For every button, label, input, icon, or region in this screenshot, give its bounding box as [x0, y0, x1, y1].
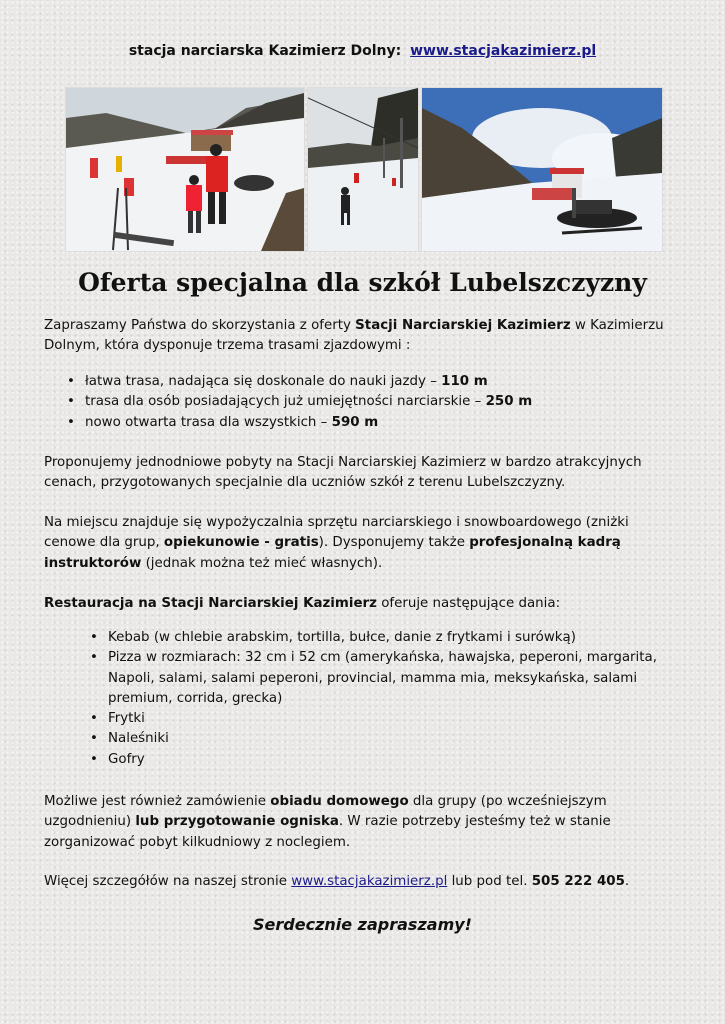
header-label: stacja narciarska Kazimierz Dolny:	[128, 43, 402, 59]
list-item: • Naleśniki	[86, 729, 686, 749]
list-item: • łatwa trasa, nadająca się doskonale do nauki jazdy – 110 m	[63, 372, 683, 392]
intro-paragraph: Zapraszamy Państwa do skorzystania z oferty Stacji Narciarskiej Kazimierz w Kazimierzu Dolnym, która dysponuje trzema trasami zjazdowymi :	[44, 318, 664, 354]
photo-ski-lift-slope	[307, 87, 419, 252]
list-item: • Kebab (w chlebie arabskim, tortilla, bułce, danie z frytkami i surówką)	[86, 628, 686, 648]
phone-number: 505 222 405	[531, 874, 625, 889]
dishes-list	[86, 628, 686, 770]
restaurant-heading: Restauracja na Stacji Narciarskiej Kazimierz oferuje następujące dania:	[44, 596, 561, 611]
header-line	[0, 43, 725, 59]
rental-paragraph: Na miejscu znajduje się wypożyczalnia sprzętu narciarskiego i snowboardowego (zniżki cenowe dla grup, opiekunowie - gratis). Dysponujemy także profesjonalną kadrą instruktorów (jednak można też mieć własnych).	[44, 515, 629, 571]
contact-paragraph: Więcej szczegółów na naszej stronie www.stacjakazimierz.pl lub pod tel. 505 222 405.	[44, 874, 630, 889]
website-link[interactable]: www.stacjakazimierz.pl	[291, 874, 448, 889]
offer-paragraph: Proponujemy jednodniowe pobyty na Stacji Narciarskiej Kazimierz w bardzo atrakcyjnych cenach, przygotowanych specjalnie dla uczniów szkół z terenu Lubelszczyzny.	[44, 455, 642, 491]
list-item: • nowo otwarta trasa dla wszystkich – 590 m	[63, 413, 683, 433]
header-website-link[interactable]: www.stacjakazimierz.pl	[410, 43, 597, 59]
photo-strip	[65, 87, 661, 252]
list-item: • trasa dla osób posiadających już umiejętności narciarskie – 250 m	[63, 392, 683, 412]
photo-ski-school-kids	[65, 87, 305, 252]
list-item: • Pizza w rozmiarach: 32 cm i 52 cm (amerykańska, hawajska, peperoni, margarita, Napoli, salami, salami peperoni, provincial, mamma mia, meksykańska, salami premium, corrida, grecka)	[86, 648, 686, 709]
closing-greeting: Serdecznie zapraszamy!	[253, 915, 472, 934]
trails-list	[63, 372, 683, 433]
list-item: • Frytki	[86, 709, 686, 729]
photo-snowmobile-blue-sky	[421, 87, 663, 252]
page-title: Oferta specjalna dla szkół Lubelszczyzny	[78, 268, 647, 297]
catering-paragraph: Możliwe jest również zamówienie obiadu domowego dla grupy (po wcześniejszym uzgodnieniu) lub przygotowanie ogniska. W razie potrzeby jesteśmy też w stanie zorganizować pobyt kilkudniowy z noclegiem.	[44, 794, 611, 850]
list-item: • Gofry	[86, 750, 686, 770]
